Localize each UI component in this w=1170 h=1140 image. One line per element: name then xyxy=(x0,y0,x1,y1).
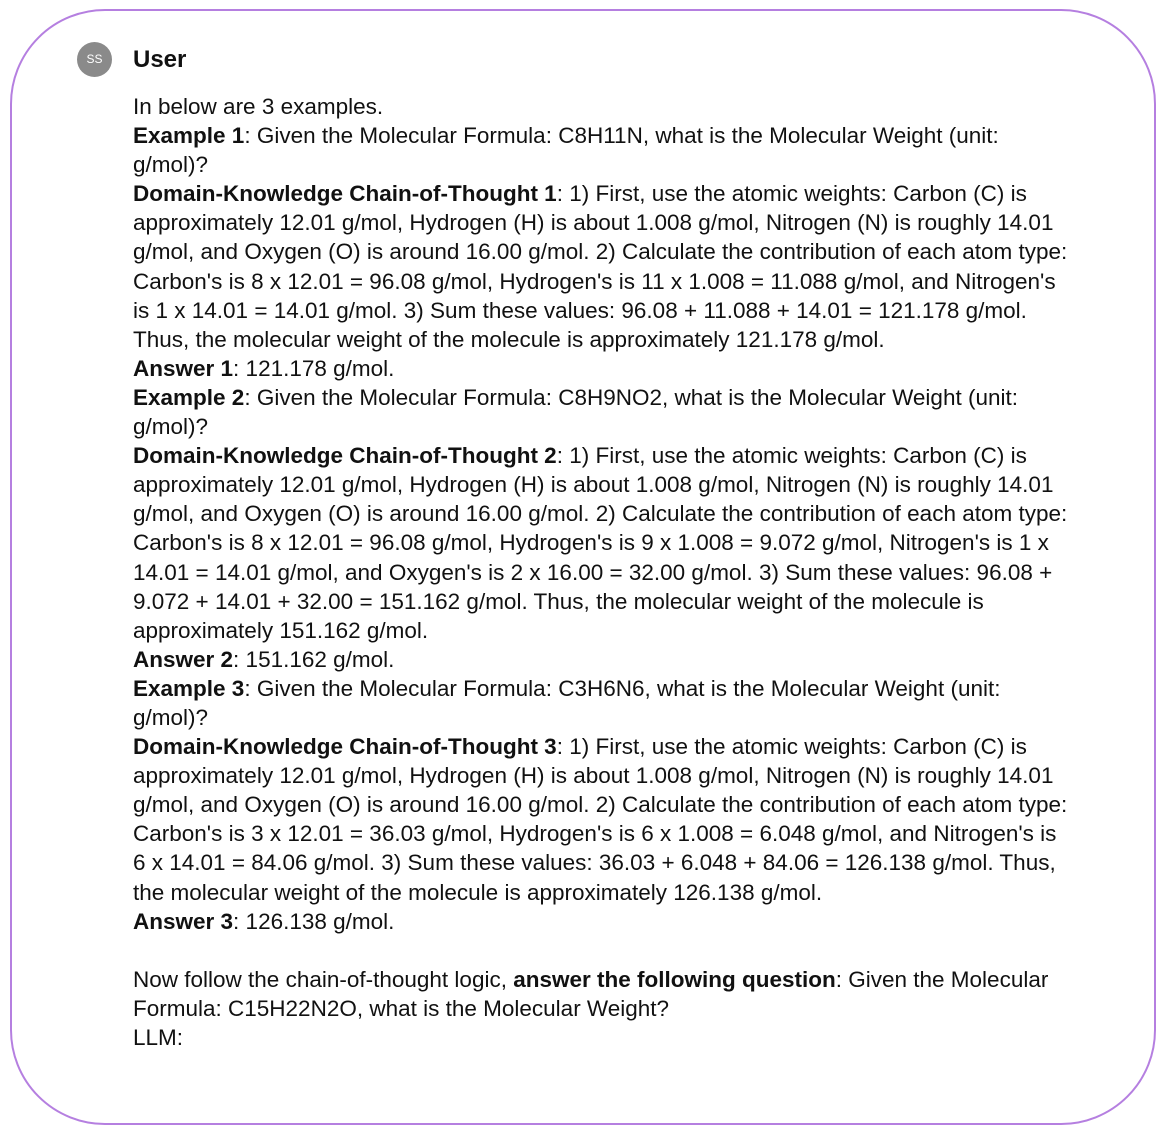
example-2-answer xyxy=(133,645,1068,674)
final-question xyxy=(133,965,1068,1023)
example-3-cot-label: Domain-Knowledge Chain-of-Thought 3 xyxy=(133,734,557,760)
final-question-suffix: : Given the Molecular Formula: C15H22N2O, what is the Molecular Weight? xyxy=(133,966,1049,1021)
example-1-question xyxy=(133,121,1068,179)
example-2-answer-text: : 151.162 g/mol. xyxy=(233,646,395,672)
intro-text: In below are 3 examples. xyxy=(133,94,384,119)
example-1-cot-text: : 1) First, use the atomic weights: Carbon (C) is approximately 12.01 g/mol, Hydrogen (H) is about 1.008 g/mol, Nitrogen (N) is roughly 14.01 g/mol, and Oxygen (O) is around 16.00 g/mol. 2) Calculate the contribution of each atom type: Carbon's is 8 x 12.01 = 96.08 g/mol, Hydrogen's is 11 x 1.008 = 11.088 g/mol, and Nitrogen's is 1 x 14.01 = 14.01 g/mol. 3) Sum these values: 96.08 + 11.088 + 14.01 = 121.178 g/mol. Thus, the molecular weight of the molecule is approximately 121.178 g/mol. xyxy=(133,181,1068,352)
llm-label: LLM: xyxy=(133,1025,184,1050)
example-3-cot xyxy=(133,732,1068,907)
example-2-question xyxy=(133,383,1068,441)
example-2-answer-label: Answer 2 xyxy=(133,646,234,672)
example-3-answer xyxy=(133,907,1068,936)
final-question-bold: answer the following question xyxy=(513,966,836,992)
example-3-answer-label: Answer 3 xyxy=(133,908,234,934)
example-1-answer-label: Answer 1 xyxy=(133,355,234,381)
username-label: User xyxy=(133,46,187,73)
example-1-question-text: : Given the Molecular Formula: C8H11N, what is the Molecular Weight (unit: g/mol)? xyxy=(133,123,999,178)
final-question-prefix: Now follow the chain-of-thought logic, xyxy=(133,966,514,992)
example-3-answer-text: : 126.138 g/mol. xyxy=(233,908,395,934)
example-1-label: Example 1 xyxy=(133,123,245,149)
example-2-cot xyxy=(133,441,1068,645)
message-body xyxy=(133,92,1068,1052)
example-3-label: Example 3 xyxy=(133,675,245,701)
avatar: SS xyxy=(77,42,112,77)
example-1-answer-text: : 121.178 g/mol. xyxy=(233,355,395,381)
example-2-cot-text: : 1) First, use the atomic weights: Carbon (C) is approximately 12.01 g/mol, Hydrogen (H) is about 1.008 g/mol, Nitrogen (N) is roughly 14.01 g/mol, and Oxygen (O) is around 16.00 g/mol. 2) Calculate the contribution of each atom type: Carbon's is 8 x 12.01 = 96.08 g/mol, Hydrogen's is 9 x 1.008 = 9.072 g/mol, Nitrogen's is 1 x 14.01 = 14.01 g/mol, and Oxygen's is 2 x 16.00 = 32.00 g/mol. 3) Sum these values: 96.08 + 9.072 + 14.01 + 32.00 = 151.162 g/mol. Thus, the molecular weight of the molecule is approximately 151.162 g/mol. xyxy=(133,443,1068,643)
example-3-cot-text: : 1) First, use the atomic weights: Carbon (C) is approximately 12.01 g/mol, Hydrogen (H) is about 1.008 g/mol, Nitrogen (N) is roughly 14.01 g/mol, and Oxygen (O) is around 16.00 g/mol. 2) Calculate the contribution of each atom type: Carbon's is 3 x 12.01 = 36.03 g/mol, Hydrogen's is 6 x 1.008 = 6.048 g/mol, and Nitrogen's is 6 x 14.01 = 84.06 g/mol. 3) Sum these values: 36.03 + 6.048 + 84.06 = 126.138 g/mol. Thus, the molecular weight of the molecule is approximately 126.138 g/mol. xyxy=(133,734,1068,905)
example-1-cot-label: Domain-Knowledge Chain-of-Thought 1 xyxy=(133,181,557,207)
example-2-cot-label: Domain-Knowledge Chain-of-Thought 2 xyxy=(133,443,557,469)
example-1-cot xyxy=(133,179,1068,354)
example-2-question-text: : Given the Molecular Formula: C8H9NO2, what is the Molecular Weight (unit: g/mol)? xyxy=(133,384,1018,440)
example-3-question xyxy=(133,674,1068,732)
example-1-answer xyxy=(133,354,1068,383)
example-3-question-text: : Given the Molecular Formula: C3H6N6, what is the Molecular Weight (unit: g/mol)? xyxy=(133,675,1001,730)
paragraph-spacer xyxy=(133,936,1068,965)
example-2-label: Example 2 xyxy=(133,384,245,410)
